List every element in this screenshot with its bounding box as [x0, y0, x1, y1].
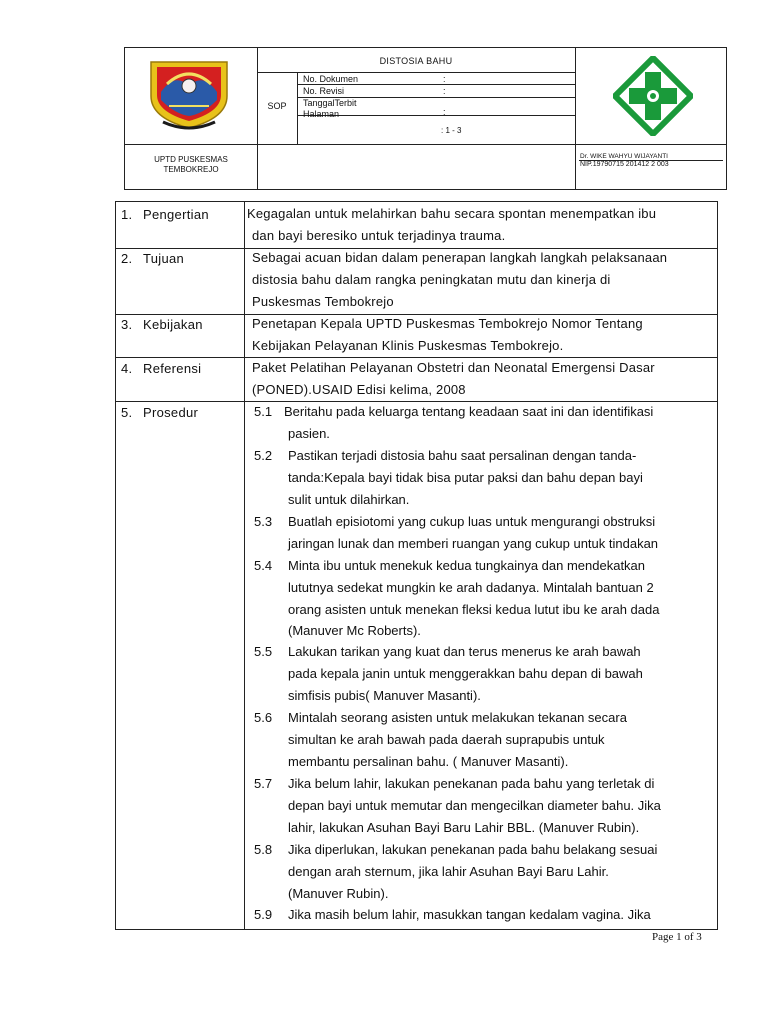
procedure-step	[254, 511, 706, 555]
step-line: Beritahu pada keluarga tentang keadaan saat ini dan identifikasi	[284, 404, 654, 419]
text-line: Sebagai acuan bidan dalam penerapan langkah langkah pelaksanaan	[252, 250, 668, 265]
section-label-prosedur	[121, 405, 198, 420]
org-line-2: TEMBOKREJO	[163, 165, 219, 174]
step-line: dengan arah sternum, jika lahir Asuhan Bayi Baru Lahir.	[288, 863, 609, 879]
document-title: DISTOSIA BAHU	[379, 56, 453, 66]
org-line-1: UPTD PUSKESMAS	[154, 155, 228, 164]
step-line: pada kepala janin untuk menggerakkan bahu depan di bawah	[288, 665, 643, 681]
step-line: jaringan lunak dan memberi ruangan yang cukup untuk tindakan	[288, 535, 659, 551]
section-number: 4.	[121, 361, 133, 376]
step-number: 5.4	[254, 558, 273, 573]
text-line: Paket Pelatihan Pelayanan Obstetri dan Neonatal Emergensi Dasar	[252, 360, 655, 375]
section-label-kebijakan	[121, 317, 203, 332]
section-label-pengertian	[121, 207, 209, 222]
section-text-pengertian	[247, 203, 702, 247]
field-halaman-sep: :	[443, 107, 446, 117]
step-line: lahir, lakukan Asuhan Bayi Baru Lahir BBL. (Manuver Rubin).	[288, 819, 640, 835]
text-line: Puskesmas Tembokrejo	[252, 294, 394, 309]
section-title: Referensi	[143, 361, 202, 376]
procedure-step	[254, 401, 706, 445]
step-number: 5.1	[254, 404, 273, 419]
step-line: Mintalah seorang asisten untuk melakukan tekanan secara	[288, 710, 627, 725]
procedure-step	[254, 904, 706, 926]
section-text-kebijakan	[252, 313, 707, 357]
step-number: 5.6	[254, 710, 273, 725]
section-number: 5.	[121, 405, 133, 420]
step-line: pasien.	[288, 425, 330, 441]
step-line: Minta ibu untuk menekuk kedua tungkainya dan mendekatkan	[288, 558, 646, 573]
sop-content-table	[115, 201, 718, 930]
procedure-step	[254, 839, 706, 904]
halaman-value: : 1 - 3	[441, 126, 462, 135]
step-line: sulit untuk dilahirkan.	[288, 491, 410, 507]
section-title: Tujuan	[143, 251, 185, 266]
field-no-dokumen-sep: :	[443, 74, 446, 84]
step-line: Lakukan tarikan yang kuat dan terus menerus ke arah bawah	[288, 644, 641, 659]
step-line: Buatlah episiotomi yang cukup luas untuk mengurangi obstruksi	[288, 514, 656, 529]
page-number: Page 1 of 3	[652, 931, 702, 943]
step-line: membantu persalinan bahu. ( Manuver Masanti).	[288, 753, 569, 769]
section-number: 1.	[121, 207, 133, 222]
procedure-step	[254, 445, 706, 510]
step-line: lututnya sedekat mungkin ke arah dadanya. Mintalah bantuan 2	[288, 579, 654, 595]
step-line: (Manuver Rubin).	[288, 885, 389, 901]
procedure-step	[254, 641, 706, 706]
step-line: (Manuver Mc Roberts).	[288, 623, 421, 639]
step-line: tanda:Kepala bayi tidak bisa putar paksi dan bahu depan bayi	[288, 469, 643, 485]
signer-nip: NIP.19790715 201412 2 003	[580, 161, 669, 168]
text-line: Penetapan Kepala UPTD Puskesmas Tembokrejo Nomor Tentang	[252, 316, 643, 331]
section-title: Kebijakan	[143, 317, 203, 332]
step-line: simfisis pubis( Manuver Masanti).	[288, 687, 481, 703]
text-line: Kegagalan untuk melahirkan bahu secara spontan menempatkan ibu	[247, 206, 657, 221]
procedure-step	[254, 707, 706, 772]
step-number: 5.8	[254, 842, 273, 857]
field-halaman-label: Halaman	[303, 109, 340, 119]
step-number: 5.2	[254, 448, 273, 463]
sop-header	[124, 47, 727, 190]
step-number: 5.7	[254, 776, 273, 791]
org-name	[125, 155, 257, 175]
signer-block	[580, 152, 726, 169]
section-number: 3.	[121, 317, 133, 332]
step-line: orang asisten untuk menekan fleksi kedua lutut ibu ke arah dada	[288, 601, 660, 617]
section-text-tujuan	[252, 247, 707, 313]
section-number: 2.	[121, 251, 133, 266]
puskesmas-logo	[613, 56, 693, 136]
field-no-revisi-sep: :	[443, 86, 446, 96]
text-line: distosia bahu dalam rangka peningkatan mutu dan kinerja di	[252, 272, 611, 287]
text-line: (PONED).USAID Edisi kelima, 2008	[252, 382, 466, 397]
field-no-dokumen-label: No. Dokumen	[303, 74, 359, 84]
sop-label: SOP	[267, 101, 287, 111]
step-line: depan bayi untuk memutar dan mengecilkan diameter bahu. Jika	[288, 797, 661, 813]
section-label-referensi	[121, 361, 201, 376]
text-line: Kebijakan Pelayanan Klinis Puskesmas Tembokrejo.	[252, 338, 564, 353]
section-title: Prosedur	[143, 405, 199, 420]
section-title: Pengertian	[143, 207, 209, 222]
step-line: Pastikan terjadi distosia bahu saat persalinan dengan tanda-	[288, 448, 637, 463]
section-text-referensi	[252, 357, 707, 401]
step-line: Jika diperlukan, lakukan penekanan pada bahu belakang sesuai	[288, 842, 658, 857]
step-line: Jika belum lahir, lakukan penekanan pada bahu yang terletak di	[288, 776, 655, 791]
field-no-revisi-label: No. Revisi	[303, 86, 345, 96]
text-line: dan bayi beresiko untuk terjadinya trauma.	[252, 228, 506, 243]
step-line: simultan ke arah bawah pada daerah suprapubis untuk	[288, 731, 605, 747]
step-line: Jika masih belum lahir, masukkan tangan kedalam vagina. Jika	[288, 907, 651, 922]
procedure-step	[254, 773, 706, 838]
step-number: 5.3	[254, 514, 273, 529]
section-label-tujuan	[121, 251, 184, 266]
signer-name: Dr. WIKE WAHYU WIJAYANTI	[580, 153, 668, 160]
step-number: 5.9	[254, 907, 273, 922]
regency-crest-logo	[147, 56, 231, 130]
procedure-step	[254, 555, 706, 642]
field-tanggal-label: TanggalTerbit	[303, 98, 357, 108]
step-number: 5.5	[254, 644, 273, 659]
